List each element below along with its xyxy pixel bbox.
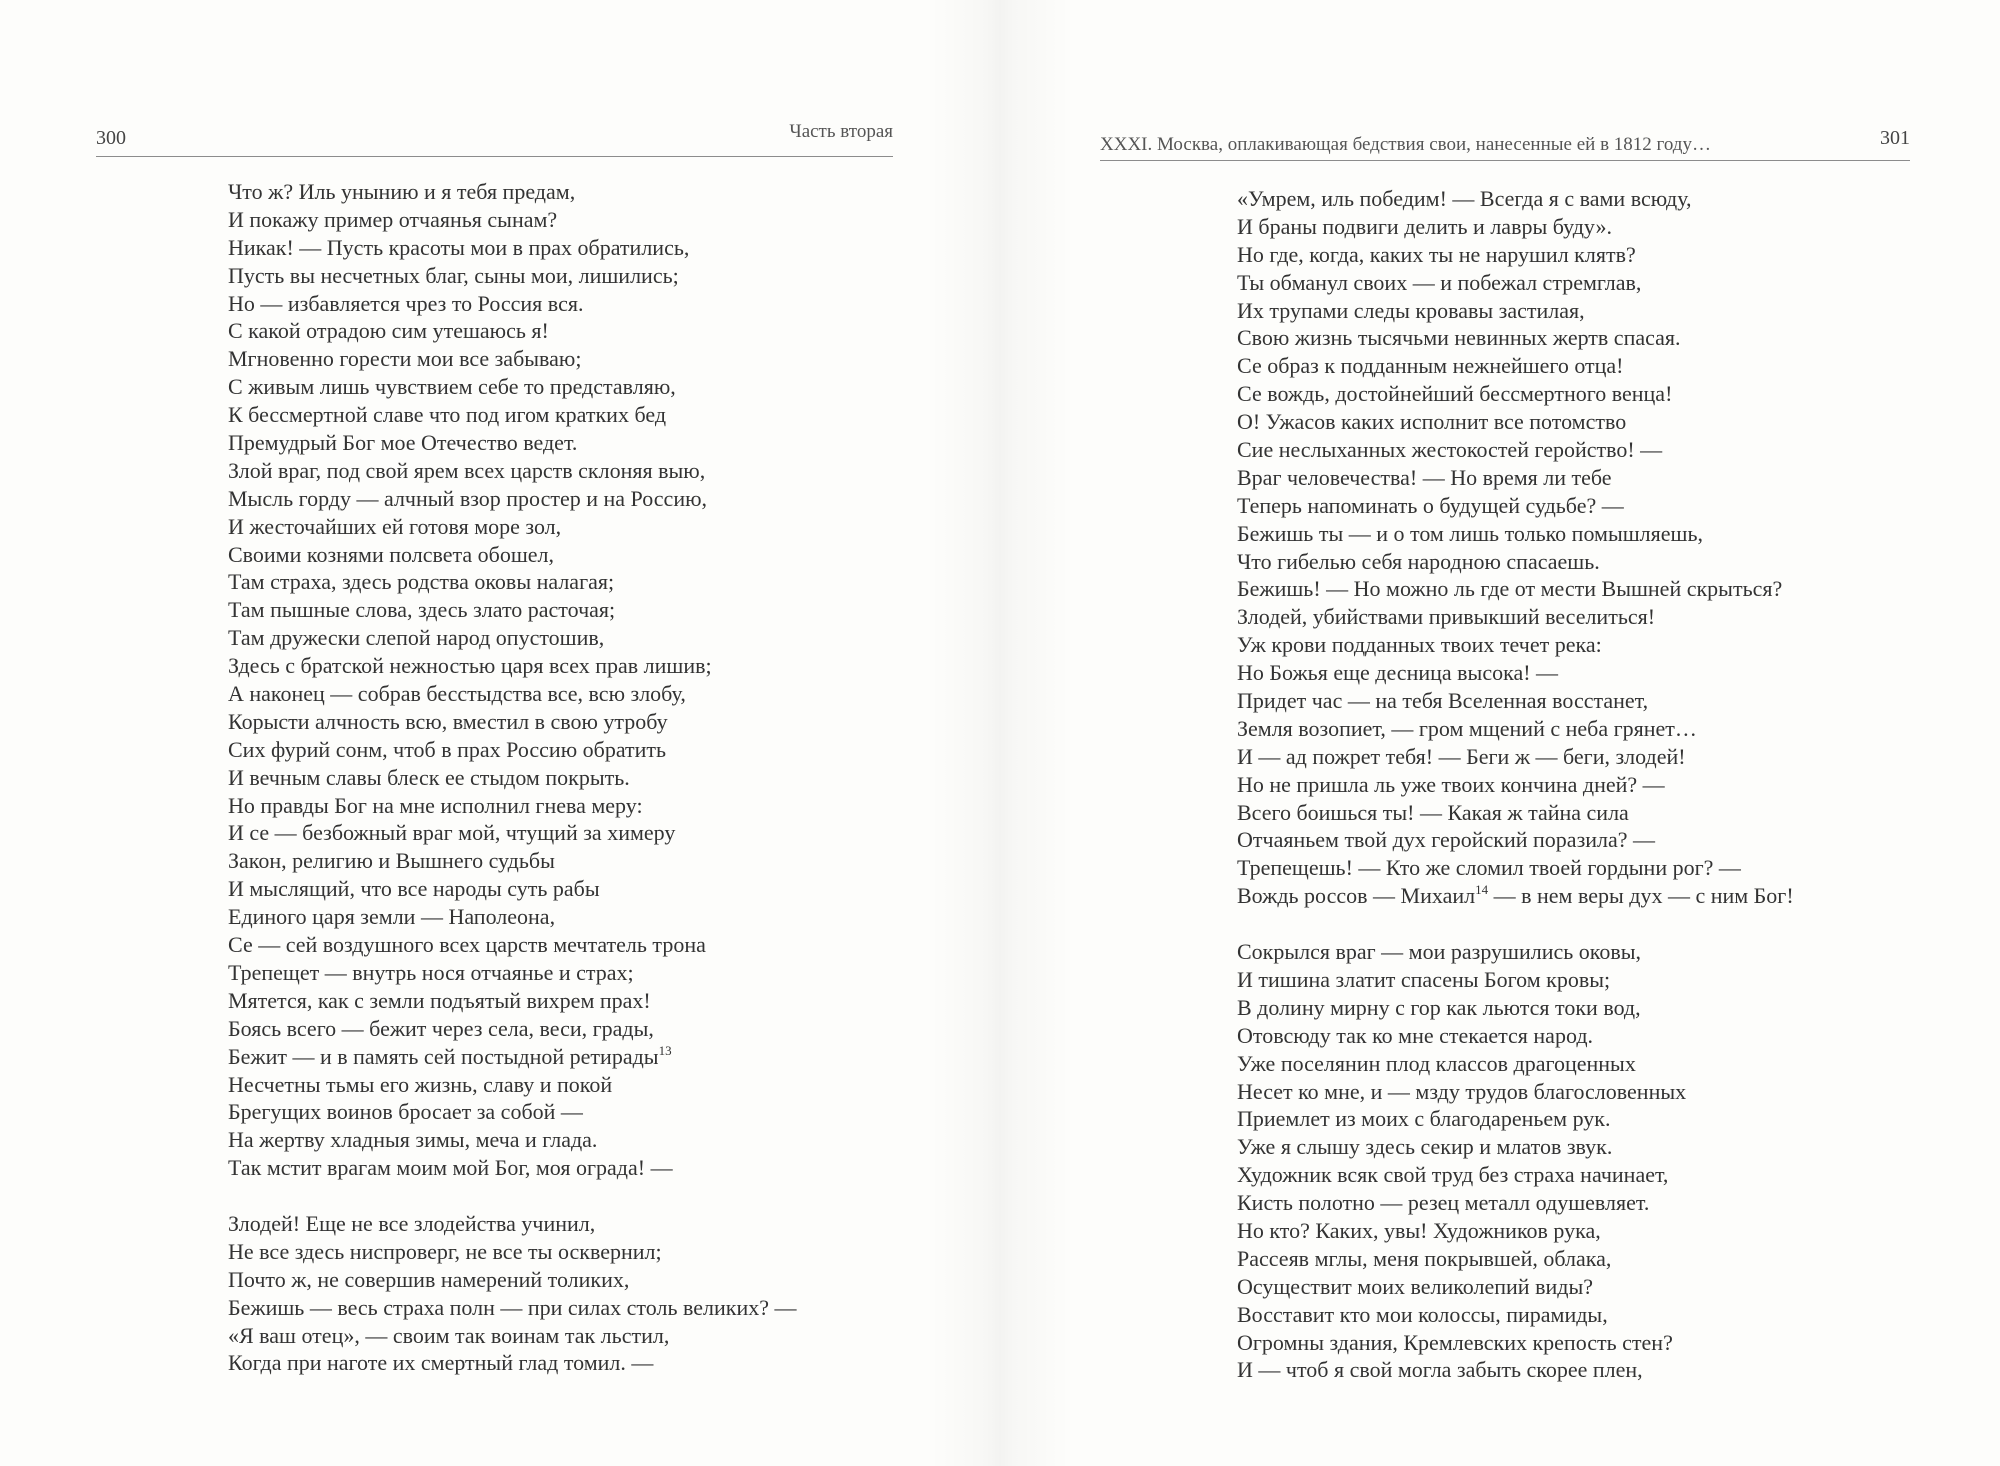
line-text: Свою жизнь тысячьми невинных жертв спасая. [1237, 325, 1681, 351]
line-text: Злой враг, под свой ярем всех царств склоняя выю, [228, 457, 706, 483]
line-text: Приемлет из моих с благодареньем рук. [1237, 1106, 1611, 1132]
line-text: Враг человечества! — Но время ли тебе [1237, 464, 1612, 490]
poem-line [228, 485, 796, 513]
poem-line [228, 903, 796, 931]
poem-line [228, 959, 796, 987]
poem-line [228, 206, 796, 234]
line-text: Трепещет — внутрь нося отчаянье и страх; [228, 959, 634, 985]
poem-line [1237, 1050, 1794, 1078]
line-text: Но Божья еще десница высока! — [1237, 660, 1559, 686]
line-text: Брегущих воинов бросает за собой — [228, 1099, 583, 1125]
stanza [1237, 185, 1794, 910]
line-text: А наконец — собрав бесстыдства все, всю злобу, [228, 681, 686, 707]
poem-line [228, 847, 796, 875]
footnote-ref: 14 [1475, 882, 1489, 898]
poem-line [1237, 1161, 1794, 1189]
line-text: Бежишь — весь страха полн — при силах столь великих? — [228, 1294, 797, 1320]
poem-line [1237, 799, 1794, 827]
line-text: И вечным славы блеск ее стыдом покрыть. [228, 764, 630, 790]
poem-line [1237, 408, 1794, 436]
line-text: Когда при наготе их смертный глад томил. — [228, 1350, 654, 1376]
page-number: 301 [1880, 127, 1910, 149]
line-text: И — ад пожрет тебя! — Беги ж — беги, злодей! [1237, 743, 1686, 769]
line-text: И се — безбожный враг мой, чтущий за химеру [228, 820, 676, 846]
line-text: Ты обманул своих — и побежал стремглав, [1237, 269, 1642, 295]
poem-line [1237, 1078, 1794, 1106]
line-text: Премудрый Бог мое Отечество ведет. [228, 430, 578, 456]
line-text: Огромны здания, Кремлевских крепость стен? [1237, 1329, 1673, 1355]
poem-line [228, 652, 796, 680]
poem-line [228, 987, 796, 1015]
poem-line [1237, 575, 1794, 603]
poem-line [228, 178, 796, 206]
line-text: Мятется, как с земли подъятый вихрем прах! [228, 987, 651, 1013]
poem-line [1237, 1301, 1794, 1329]
line-text: С какой отрадою сим утешаюсь я! [228, 318, 549, 344]
line-text: Мгновенно горести мои все забываю; [228, 346, 582, 372]
poem-line [228, 1210, 796, 1238]
line-text: Корысти алчность всю, вместил в свою утробу [228, 708, 668, 734]
line-text: Боясь всего — бежит через села, веси, грады, [228, 1015, 654, 1041]
line-text: К бессмертной славе что под игом кратких бед [228, 402, 667, 428]
poem-line [228, 290, 796, 318]
poem-line [1237, 603, 1794, 631]
poem-line [228, 1154, 796, 1182]
poem-line [1237, 854, 1794, 882]
line-text: Вождь россов — Михаил [1237, 883, 1476, 909]
line-text: Но кто? Каких, увы! Художников рука, [1237, 1217, 1601, 1243]
line-text: Отовсюду так ко мне стекается народ. [1237, 1022, 1594, 1048]
poem-line [228, 401, 796, 429]
line-text: Отчаяньем твой дух геройский поразила? — [1237, 827, 1656, 853]
poem-column [228, 178, 796, 1377]
poem-line [228, 1126, 796, 1154]
line-text: Восставит кто мои колоссы, пирамиды, [1237, 1301, 1608, 1327]
line-text: И тишина златит спасены Богом кровы; [1237, 966, 1611, 992]
line-text: Но где, когда, каких ты не нарушил клятв? [1237, 241, 1636, 267]
poem-line [1237, 715, 1794, 743]
line-text: И жесточайших ей готовя море зол, [228, 513, 562, 539]
poem-line [1237, 994, 1794, 1022]
line-text: Там дружески слепой народ опустошив, [228, 625, 605, 651]
stanza [228, 1210, 796, 1377]
poem-line [228, 792, 796, 820]
poem-line [1237, 324, 1794, 352]
poem-line [1237, 380, 1794, 408]
poem-line [1237, 548, 1794, 576]
line-text: Там страха, здесь родства оковы налагая; [228, 569, 615, 595]
line-text: Рассеяв мглы, меня покрывшей, облака, [1237, 1245, 1612, 1271]
poem-line [228, 568, 796, 596]
line-text: Осуществит моих великолепий виды? [1237, 1273, 1593, 1299]
running-head: XXXI. Москва, оплакивающая бедствия свои, нанесенные ей в 1812 году… [1100, 134, 1711, 155]
line-text: Се вождь, достойнейший бессмертного венца! [1237, 381, 1673, 407]
poem-line [228, 819, 796, 847]
poem-line [228, 1349, 796, 1377]
poem-line [1237, 464, 1794, 492]
poem-line [1237, 1245, 1794, 1273]
line-text: Что гибелью себя народною спасаешь. [1237, 548, 1600, 574]
poem-line [228, 1071, 796, 1099]
footnote-ref: 13 [658, 1042, 672, 1058]
header-rule [96, 156, 893, 157]
poem-line [1237, 659, 1794, 687]
poem-line [1237, 1273, 1794, 1301]
poem-line [1237, 185, 1794, 213]
line-text: В долину мирну с гор как льются токи вод, [1237, 994, 1641, 1020]
line-text: И — чтоб я свой могла забыть скорее плен, [1237, 1357, 1643, 1383]
line-text: Никак! — Пусть красоты мои в прах обратились, [228, 234, 690, 260]
line-text: Злодей! Еще не все злодейства учинил, [228, 1210, 596, 1236]
poem-line [1237, 520, 1794, 548]
poem-line [228, 931, 796, 959]
poem-line [228, 317, 796, 345]
stanza [228, 178, 796, 1182]
page-gutter [930, 0, 1070, 1466]
line-text: И покажу пример отчаянья сынам? [228, 206, 558, 232]
line-text: Бежишь! — Но можно ль где от мести Вышней скрыться? [1237, 576, 1783, 602]
poem-line [228, 345, 796, 373]
poem-line [1237, 631, 1794, 659]
poem-line [228, 429, 796, 457]
poem-line [228, 1098, 796, 1126]
poem-line [1237, 352, 1794, 380]
line-text: «Умрем, иль победим! — Всегда я с вами всюду, [1237, 186, 1692, 211]
poem-line [1237, 297, 1794, 325]
line-text: Не все здесь ниспроверг, не все ты осквернил; [228, 1238, 662, 1264]
poem-line [1237, 1189, 1794, 1217]
line-text: Теперь напоминать о будущей судьбе? — [1237, 492, 1624, 518]
poem-line [1237, 1217, 1794, 1245]
line-text: Се образ к подданным нежнейшего отца! [1237, 353, 1624, 379]
line-text: Уж крови подданных твоих течет река: [1237, 632, 1602, 658]
poem-line [228, 513, 796, 541]
poem-line [228, 1015, 796, 1043]
line-text-continued: — в нем веры дух — с ним Бог! [1488, 883, 1794, 909]
poem-line [228, 541, 796, 569]
line-text: Бежишь ты — и о том лишь только помышляешь, [1237, 520, 1704, 546]
poem-line [228, 708, 796, 736]
line-text: Пусть вы несчетных благ, сыны мои, лишились; [228, 262, 679, 288]
poem-line [1237, 1022, 1794, 1050]
poem-line [1237, 269, 1794, 297]
line-text: Закон, религию и Вышнего судьбы [228, 848, 555, 874]
line-text: Сокрылся враг — мои разрушились оковы, [1237, 939, 1642, 965]
line-text: Бежит — и в память сей постыдной ретирады [228, 1043, 659, 1069]
line-text: Мысль горду — алчный взор простер и на Россию, [228, 485, 708, 511]
poem-column [1237, 185, 1794, 1384]
poem-line [1237, 492, 1794, 520]
line-text: Земля возопиет, — гром мщений с неба грянет… [1237, 715, 1697, 741]
poem-line [1237, 882, 1794, 910]
poem-line [1237, 771, 1794, 799]
poem-line [1237, 826, 1794, 854]
page-number: 300 [96, 127, 126, 149]
poem-line [228, 764, 796, 792]
poem-line [228, 1238, 796, 1266]
line-text: Своими кознями полсвета обошел, [228, 541, 555, 567]
poem-line [1237, 241, 1794, 269]
line-text: Их трупами следы кровавы застилая, [1237, 297, 1585, 323]
poem-line [1237, 743, 1794, 771]
line-text: «Я ваш отец», — своим так воинам так льстил, [228, 1322, 670, 1348]
running-head: Часть вторая [789, 121, 893, 142]
poem-line [1237, 1133, 1794, 1161]
poem-line [1237, 1356, 1794, 1384]
poem-line [1237, 1329, 1794, 1357]
poem-line [228, 1294, 796, 1322]
header-rule [1100, 160, 1910, 161]
line-text: Но не пришла ль уже твоих кончина дней? — [1237, 771, 1665, 797]
line-text: С живым лишь чувствием себе то представляю, [228, 374, 676, 400]
poem-line [1237, 966, 1794, 994]
poem-line [228, 1266, 796, 1294]
line-text: Злодей, убийствами привыкший веселиться! [1237, 604, 1656, 630]
line-text: Сих фурий сонм, чтоб в прах Россию обратить [228, 736, 667, 762]
line-text: О! Ужасов каких исполнит все потомство [1237, 409, 1627, 435]
poem-line [228, 373, 796, 401]
line-text: Уже я слышу здесь секир и млатов звук. [1237, 1134, 1613, 1160]
line-text: И мыслящий, что все народы суть рабы [228, 876, 600, 902]
line-text: Что ж? Иль унынию и я тебя предам, [228, 179, 576, 204]
poem-line [1237, 436, 1794, 464]
line-text: И браны подвиги делить и лавры буду». [1237, 213, 1612, 239]
stanza [1237, 938, 1794, 1384]
line-text: Несет ко мне, и — мзду трудов благословенных [1237, 1078, 1687, 1104]
line-text: Придет час — на тебя Вселенная восстанет, [1237, 688, 1649, 714]
line-text: Художник всяк свой труд без страха начинает, [1237, 1162, 1669, 1188]
poem-line [228, 624, 796, 652]
poem-line [1237, 687, 1794, 715]
line-text: Но правды Бог на мне исполнил гнева меру: [228, 792, 643, 818]
line-text: На жертву хладныя зимы, меча и глада. [228, 1127, 598, 1153]
line-text: Сие неслыханных жестокостей геройство! — [1237, 437, 1663, 463]
line-text: Уже поселянин плод классов драгоценных [1237, 1050, 1636, 1076]
line-text: Там пышные слова, здесь злато расточая; [228, 597, 616, 623]
poem-line [228, 1322, 796, 1350]
line-text: Единого царя земли — Наполеона, [228, 904, 556, 930]
poem-line [1237, 1105, 1794, 1133]
poem-line [228, 736, 796, 764]
line-text: Почто ж, не совершив намерений толиких, [228, 1266, 630, 1292]
poem-line [228, 680, 796, 708]
poem-line [228, 234, 796, 262]
poem-line [228, 875, 796, 903]
poem-line [1237, 938, 1794, 966]
poem-line [228, 596, 796, 624]
poem-line [228, 457, 796, 485]
line-text: Здесь с братской нежностью царя всех прав лишив; [228, 653, 712, 679]
poem-line [228, 1043, 796, 1071]
poem-line [228, 262, 796, 290]
line-text: Но — избавляется чрез то Россия вся. [228, 290, 584, 316]
poem-line [1237, 213, 1794, 241]
line-text: Так мстит врагам моим мой Бог, моя ограда! — [228, 1155, 673, 1181]
line-text: Кисть полотно — резец металл одушевляет. [1237, 1190, 1650, 1216]
line-text: Трепещешь! — Кто же сломил твоей гордыни рог? — [1237, 855, 1741, 881]
line-text: Несчетны тьмы его жизнь, славу и покой [228, 1071, 613, 1097]
line-text: Всего боишься ты! — Какая ж тайна сила [1237, 799, 1629, 825]
line-text: Се — сей воздушного всех царств мечтатель трона [228, 932, 706, 958]
